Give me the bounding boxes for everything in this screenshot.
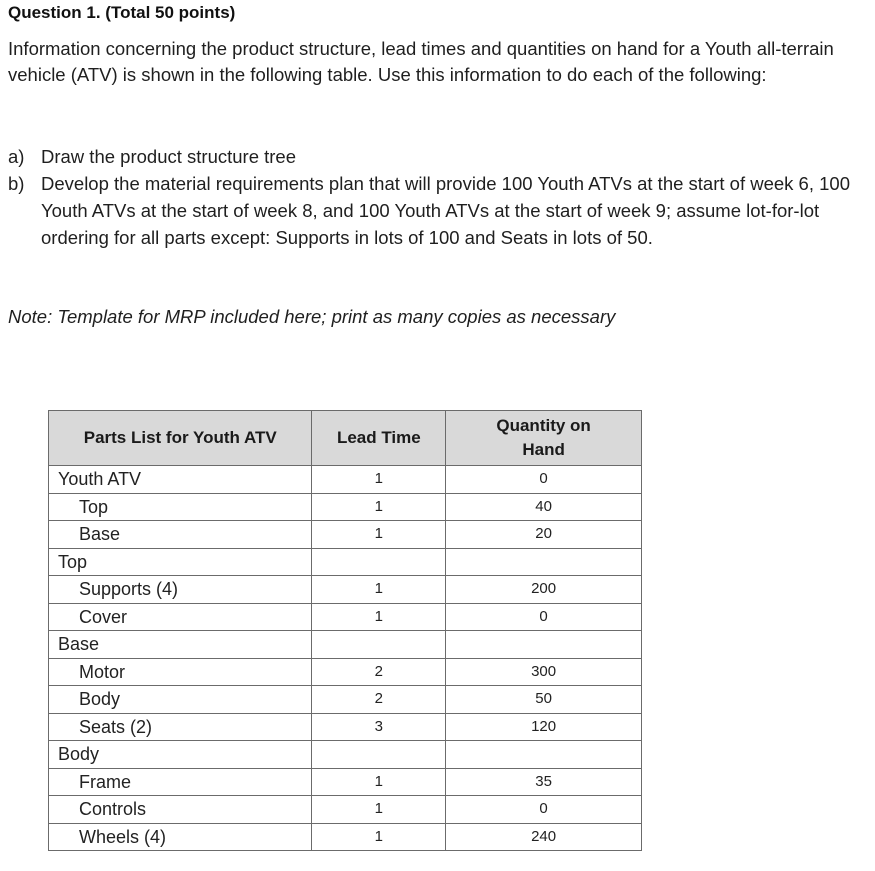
quantity-on-hand-cell bbox=[446, 548, 642, 576]
part-name-cell: Top bbox=[49, 548, 312, 576]
question-intro: Information concerning the product structure, lead times and quantities on hand for a Youth all-terrain vehicle (ATV) is shown in the following table. Use this information to do each of the following: bbox=[8, 38, 834, 85]
part-name-cell: Supports (4) bbox=[49, 576, 312, 604]
table-header-row bbox=[49, 411, 642, 466]
quantity-on-hand-cell: 120 bbox=[446, 713, 642, 741]
table-row bbox=[49, 768, 642, 796]
lead-time-cell: 1 bbox=[312, 493, 446, 521]
part-name-cell: Body bbox=[49, 741, 312, 769]
lead-time-cell: 2 bbox=[312, 686, 446, 714]
task-item-a bbox=[8, 143, 866, 170]
task-marker: b) bbox=[8, 173, 25, 194]
part-name-cell: Youth ATV bbox=[49, 466, 312, 494]
lead-time-cell: 1 bbox=[312, 768, 446, 796]
lead-time-cell bbox=[312, 548, 446, 576]
quantity-on-hand-cell: 240 bbox=[446, 823, 642, 851]
table-row bbox=[49, 823, 642, 851]
table-row bbox=[49, 603, 642, 631]
lead-time-cell: 2 bbox=[312, 658, 446, 686]
part-name-cell: Controls bbox=[49, 796, 312, 824]
quantity-on-hand-cell bbox=[446, 631, 642, 659]
part-name-cell: Motor bbox=[49, 658, 312, 686]
quantity-on-hand-cell: 20 bbox=[446, 521, 642, 549]
lead-time-cell: 1 bbox=[312, 521, 446, 549]
task-item-b bbox=[8, 170, 866, 251]
task-text: Develop the material requirements plan that will provide 100 Youth ATVs at the start of week 6, 100 Youth ATVs at the start of week 8, and 100 Youth ATVs at the start of week 9; assume lot-for-lot ordering for all parts except: Supports in lots of 100 and Seats in lots of 50. bbox=[41, 173, 850, 248]
task-text: Draw the product structure tree bbox=[41, 146, 296, 167]
task-list bbox=[8, 143, 866, 251]
part-name-cell: Frame bbox=[49, 768, 312, 796]
table-body bbox=[49, 466, 642, 851]
column-header-lead-time: Lead Time bbox=[312, 411, 446, 466]
lead-time-cell: 1 bbox=[312, 823, 446, 851]
table-row bbox=[49, 466, 642, 494]
lead-time-cell: 1 bbox=[312, 466, 446, 494]
lead-time-cell: 3 bbox=[312, 713, 446, 741]
quantity-on-hand-cell: 200 bbox=[446, 576, 642, 604]
note-text: Note: Template for MRP included here; print as many copies as necessary bbox=[8, 306, 616, 327]
lead-time-cell bbox=[312, 631, 446, 659]
part-name-cell: Top bbox=[49, 493, 312, 521]
table-row bbox=[49, 493, 642, 521]
table-row bbox=[49, 576, 642, 604]
lead-time-cell: 1 bbox=[312, 603, 446, 631]
quantity-on-hand-cell: 300 bbox=[446, 658, 642, 686]
column-header-quantity: Quantity on Hand bbox=[446, 411, 642, 466]
lead-time-cell: 1 bbox=[312, 796, 446, 824]
table-row bbox=[49, 741, 642, 769]
table-row bbox=[49, 796, 642, 824]
quantity-on-hand-cell: 0 bbox=[446, 603, 642, 631]
quantity-on-hand-cell: 50 bbox=[446, 686, 642, 714]
lead-time-cell: 1 bbox=[312, 576, 446, 604]
quantity-on-hand-cell: 35 bbox=[446, 768, 642, 796]
lead-time-cell bbox=[312, 741, 446, 769]
table-row bbox=[49, 686, 642, 714]
part-name-cell: Base bbox=[49, 521, 312, 549]
table-row bbox=[49, 521, 642, 549]
quantity-on-hand-cell: 0 bbox=[446, 796, 642, 824]
quantity-on-hand-cell: 0 bbox=[446, 466, 642, 494]
table-row bbox=[49, 548, 642, 576]
part-name-cell: Wheels (4) bbox=[49, 823, 312, 851]
question-title: Question 1. (Total 50 points) bbox=[8, 3, 236, 22]
column-header-parts: Parts List for Youth ATV bbox=[49, 411, 312, 466]
part-name-cell: Body bbox=[49, 686, 312, 714]
parts-list-table bbox=[48, 410, 642, 851]
table-row bbox=[49, 631, 642, 659]
part-name-cell: Base bbox=[49, 631, 312, 659]
quantity-on-hand-cell bbox=[446, 741, 642, 769]
part-name-cell: Cover bbox=[49, 603, 312, 631]
table-row bbox=[49, 713, 642, 741]
part-name-cell: Seats (2) bbox=[49, 713, 312, 741]
table-row bbox=[49, 658, 642, 686]
task-marker: a) bbox=[8, 146, 25, 167]
quantity-on-hand-cell: 40 bbox=[446, 493, 642, 521]
